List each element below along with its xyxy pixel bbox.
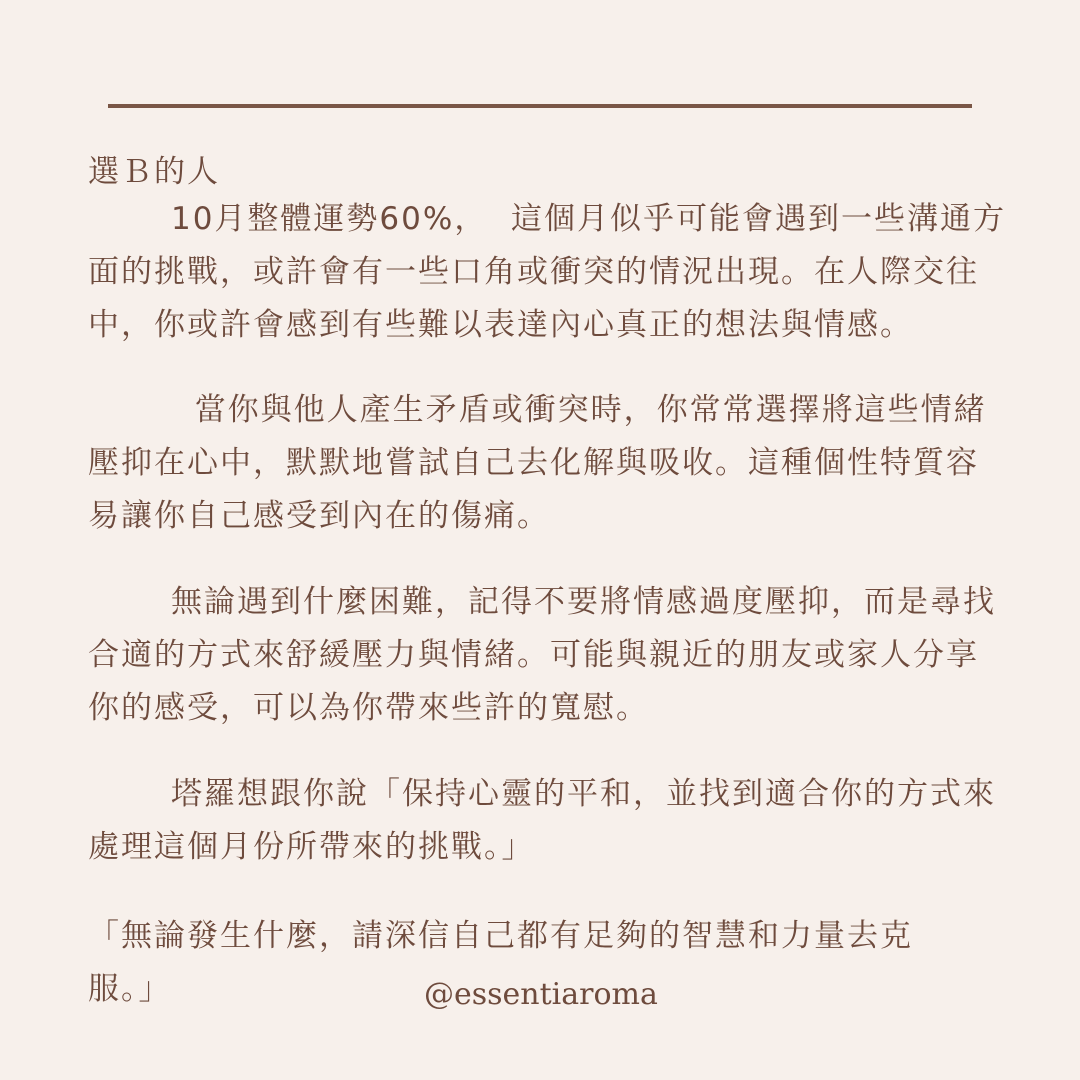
paragraph-tarot-message: 塔羅想跟你說「保持心靈的平和，並找到適合你的方式來處理這個月份所帶來的挑戰。」	[88, 776, 996, 865]
paragraph-conflict: 當你與他人產生矛盾或衝突時，你常常選擇將這些情緒壓抑在心中，默默地嘗試自己去化解與吸收。這種個性特質容易讓你自己感受到內在的傷痛。	[88, 392, 987, 534]
closing-quote: 「無論發生什麼，請深信自己都有足夠的智慧和力量去克服。」	[88, 918, 913, 1007]
section-heading: 選Ｂ的人	[88, 154, 220, 190]
top-divider	[108, 104, 972, 108]
social-handle: @essentiaroma	[424, 977, 658, 1012]
paragraph-overview: 10月整體運勢60%， 這個月似乎可能會遇到一些溝通方面的挑戰，或許會有一些口角或衝突的情況出現。在人際交往中，你或許會感到有些難以表達內心真正的想法與情感。	[88, 201, 1007, 343]
paragraph-advice: 無論遇到什麼困難，記得不要將情感過度壓抑，而是尋找合適的方式來舒緩壓力與情緒。可能與親近的朋友或家人分享你的感受，可以為你帶來些許的寬慰。	[88, 584, 996, 726]
